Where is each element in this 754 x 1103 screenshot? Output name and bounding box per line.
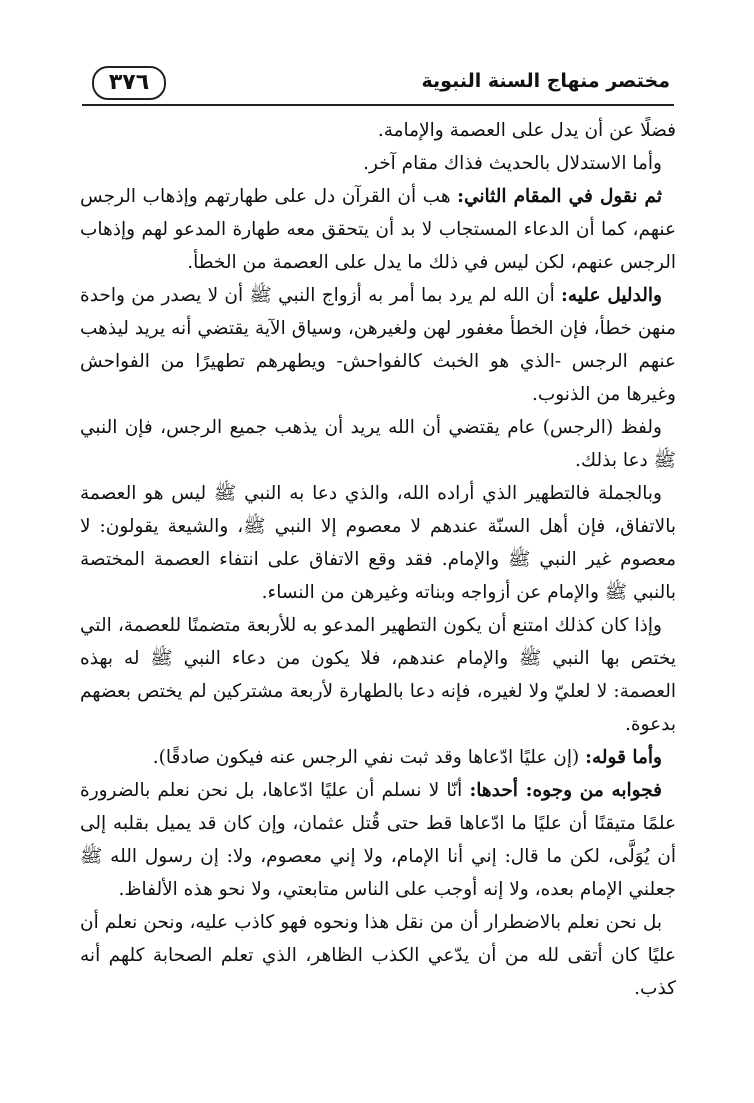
paragraph-text: وأما الاستدلال بالحديث فذاك مقام آخر. <box>363 153 662 174</box>
paragraph <box>80 774 676 906</box>
paragraph-text: أن الله لم يرد بما أمر به أزواج النبي ﷺ أن لا يصدر من واحدة منهن خطأ، فإن الخطأ مغفور لهن ولغيرهن، وسياق الآية يقتضي أنه يريد ليذهب عنهم الرجس -الذي هو الخبث كالفواحش- ويطهرهم تطهيرًا من الفواحش وغيرها من الذنوب. <box>80 285 676 405</box>
paragraph-text: (إن عليًا ادّعاها وقد ثبت نفي الرجس عنه فيكون صادقًا). <box>152 747 586 768</box>
paragraph <box>80 477 676 609</box>
paragraph-text: فضلًا عن أن يدل على العصمة والإمامة. <box>377 120 676 141</box>
paragraph-lead: والدليل عليه: <box>561 285 662 306</box>
paragraph <box>80 741 676 774</box>
paragraph <box>80 114 676 147</box>
book-title: مختصر منهاج السنة النبوية <box>421 70 670 92</box>
paragraph-text: أنّا لا نسلم أن عليًا ادّعاها، بل نحن نعلم بالضرورة علمًا متيقنًا أن عليًا ما ادّعاها قط حتى قُتل عثمان، وإن كان قد يميل بقلبه إلى أن يُوَلَّى، لكن ما قال: إني أنا الإمام، ولا إني معصوم، ولا: إن رسول الله ﷺ جعلني الإمام بعده، ولا إنه أوجب على الناس متابعتي، ولا نحو هذه الألفاظ. <box>80 780 676 900</box>
paragraph-lead: فجوابه من وجوه: أحدها: <box>469 780 662 801</box>
paragraph-text: وبالجملة فالتطهير الذي أراده الله، والذي دعا به النبي ﷺ ليس هو العصمة بالاتفاق، فإن أهل السنّة عندهم لا معصوم إلا النبي ﷺ، والشيعة يقولون: لا معصوم غير النبي ﷺ والإمام. فقد وقع الاتفاق على انتفاء العصمة المختصة بالنبي ﷺ والإمام عن أزواجه وبناته وغيرهن من النساء. <box>80 483 676 603</box>
paragraph-lead: وأما قوله: <box>585 747 662 768</box>
body-text <box>80 114 676 1005</box>
paragraph <box>80 411 676 477</box>
paragraph <box>80 279 676 411</box>
page-header <box>82 62 674 106</box>
paragraph-text: بل نحن نعلم بالاضطرار أن من نقل هذا ونحوه فهو كاذب عليه، ونحن نعلم أن عليًا كان أتقى لله من أن يدّعي الكذب الظاهر، الذي تعلم الصحابة كلهم أنه كذب. <box>80 912 676 999</box>
paragraph <box>80 147 676 180</box>
paragraph-lead: ثم نقول في المقام الثاني: <box>457 186 662 207</box>
page-number: ٣٧٦ <box>92 66 166 100</box>
paragraph <box>80 906 676 1005</box>
paragraph <box>80 180 676 279</box>
paragraph-text: هب أن القرآن دل على طهارتهم وإذهاب الرجس عنهم، كما أن الدعاء المستجاب لا بد أن يتحقق معه طهارة المدعو لهم وإذهاب الرجس عنهم، لكن ليس في ذلك ما يدل على العصمة من الخطأ. <box>80 186 676 273</box>
paragraph-text: وإذا كان كذلك امتنع أن يكون التطهير المدعو به للأربعة متضمنًا للعصمة، التي يختص بها النبي ﷺ والإمام عندهم، فلا يكون من دعاء النبي ﷺ له بهذه العصمة: لا لعليّ ولا لغيره، فإنه دعا بالطهارة لأربعة مشتركين لم يختص بعضهم بدعوة. <box>80 615 676 735</box>
paragraph <box>80 609 676 741</box>
paragraph-text: ولفظ (الرجس) عام يقتضي أن الله يريد أن يذهب جميع الرجس، فإن النبي ﷺ دعا بذلك. <box>80 417 676 471</box>
